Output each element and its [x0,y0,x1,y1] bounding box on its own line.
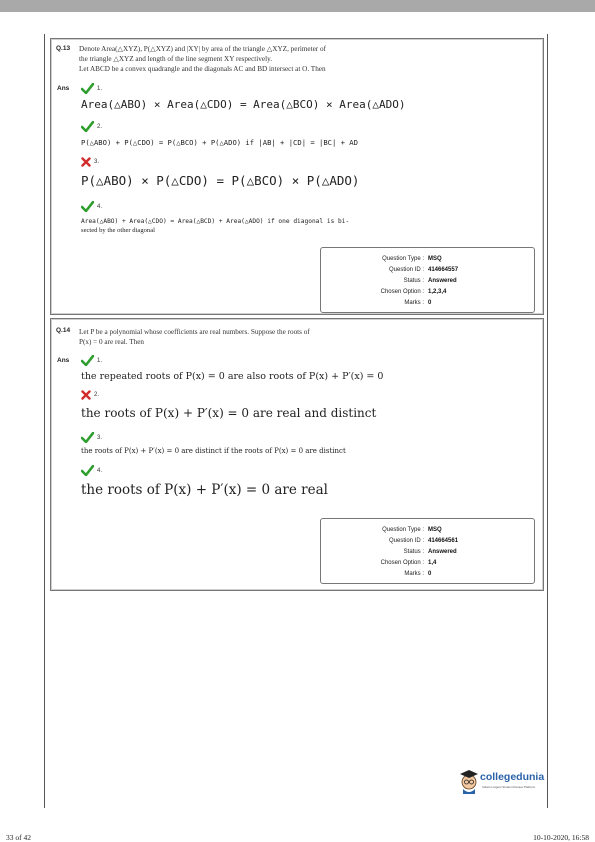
question-info-box [320,247,535,313]
option-number: 3. [97,434,103,441]
answer-label: Ans [57,357,70,364]
option-number: 1. [97,85,103,92]
info-label: Status : [403,278,424,284]
info-label: Question ID : [388,267,424,273]
info-value: Answered [428,278,457,284]
question-info-box [320,518,535,584]
option-text-line: sected by the other diagonal [81,227,155,234]
info-label: Status : [403,549,424,555]
info-value: 1,2,3,4 [428,289,447,295]
question-number: Q.13 [56,45,71,52]
option-1-text: Area(△ABO) × Area(△CDO) = Area(△BCO) × Area(△ADO) [81,98,406,111]
info-value: Answered [428,549,457,555]
option-1-marker [81,83,102,94]
answer-label: Ans [57,85,70,92]
question-text-line: the triangle △XYZ and length of the line segment XY respectively. [79,55,273,63]
info-value: 0 [428,571,432,577]
option-4-marker [81,465,102,476]
info-value: MSQ [428,256,442,262]
logo-name: collegedunia [480,771,545,783]
question-text [79,327,310,347]
info-row-status [321,547,534,557]
check-icon [81,355,94,366]
question-text-line: Denote Area(△XYZ), P(△XYZ) and |XY| by area of the triangle △XYZ, perimeter of [79,45,326,53]
option-3-marker [81,432,102,443]
option-number: 4. [97,467,103,474]
option-2-marker [81,390,99,400]
question-text-line: Let ABCD be a convex quadrangle and the diagonals AC and BD intersect at O. Then [79,65,326,73]
option-2-text: P(△ABO) + P(△CDO) = P(△BCO) + P(△ADO) if |AB| + |CD| = |BC| + AD [81,138,358,147]
cross-icon [81,157,91,167]
info-row-chosen-option [321,287,534,297]
info-row-question-type [321,525,534,535]
info-label: Marks : [404,300,424,306]
option-1-marker [81,355,102,366]
print-datetime: 10-10-2020, 16:58 [533,833,589,842]
info-row-question-id [321,536,534,546]
option-3-text: P(△ABO) × P(△CDO) = P(△BCO) × P(△ADO) [81,173,360,188]
option-4-text [81,217,349,235]
info-row-status [321,276,534,286]
cross-icon [81,390,91,400]
check-icon [81,201,94,212]
option-number: 1. [97,357,103,364]
info-value: 1,4 [428,560,437,566]
info-label: Marks : [404,571,424,577]
info-value: 414664561 [428,538,459,544]
option-1-text: the repeated roots of P(x) = 0 are also roots of P(x) + P′(x) = 0 [81,371,384,382]
option-2-marker [81,121,102,132]
collegedunia-logo [458,767,558,797]
info-label: Question Type : [382,256,424,262]
top-toolbar-strip [0,0,595,12]
question-text-line: P(x) = 0 are real. Then [79,338,144,346]
info-value: 0 [428,300,432,306]
info-row-marks [321,298,534,308]
option-text-line: Area(△ABO) + Area(△CDO) = Area(△BCD) + Area(△ADO) if one diagonal is bi- [81,218,350,225]
option-3-text: the roots of P(x) + P′(x) = 0 are distinct if the roots of P(x) = 0 are distinct [81,447,346,455]
question-number: Q.14 [56,327,71,334]
option-4-text: the roots of P(x) + P′(x) = 0 are real [81,482,328,498]
check-icon [81,465,94,476]
logo-tagline: India's Largest Student Review Platform [482,785,536,789]
info-row-question-type [321,254,534,264]
question-text-line: Let P be a polynomial whose coefficients are real numbers. Suppose the roots of [79,328,310,336]
check-icon [81,432,94,443]
info-value: MSQ [428,527,442,533]
info-label: Chosen Option : [380,560,424,566]
check-icon [81,121,94,132]
info-row-chosen-option [321,558,534,568]
option-number: 2. [94,392,100,398]
question-text [79,44,326,74]
option-number: 2. [97,123,103,130]
option-4-marker [81,201,102,212]
info-value: 414664557 [428,267,459,273]
info-label: Chosen Option : [380,289,424,295]
option-3-marker [81,157,99,167]
question-card-13 [50,38,544,315]
check-icon [81,83,94,94]
page-number: 33 of 42 [6,833,31,842]
info-row-question-id [321,265,534,275]
option-number: 4. [97,203,103,210]
option-number: 3. [94,159,100,165]
info-label: Question Type : [382,527,424,533]
info-row-marks [321,569,534,579]
question-card-14 [50,318,544,591]
info-label: Question ID : [388,538,424,544]
option-2-text: the roots of P(x) + P′(x) = 0 are real and distinct [81,406,377,420]
